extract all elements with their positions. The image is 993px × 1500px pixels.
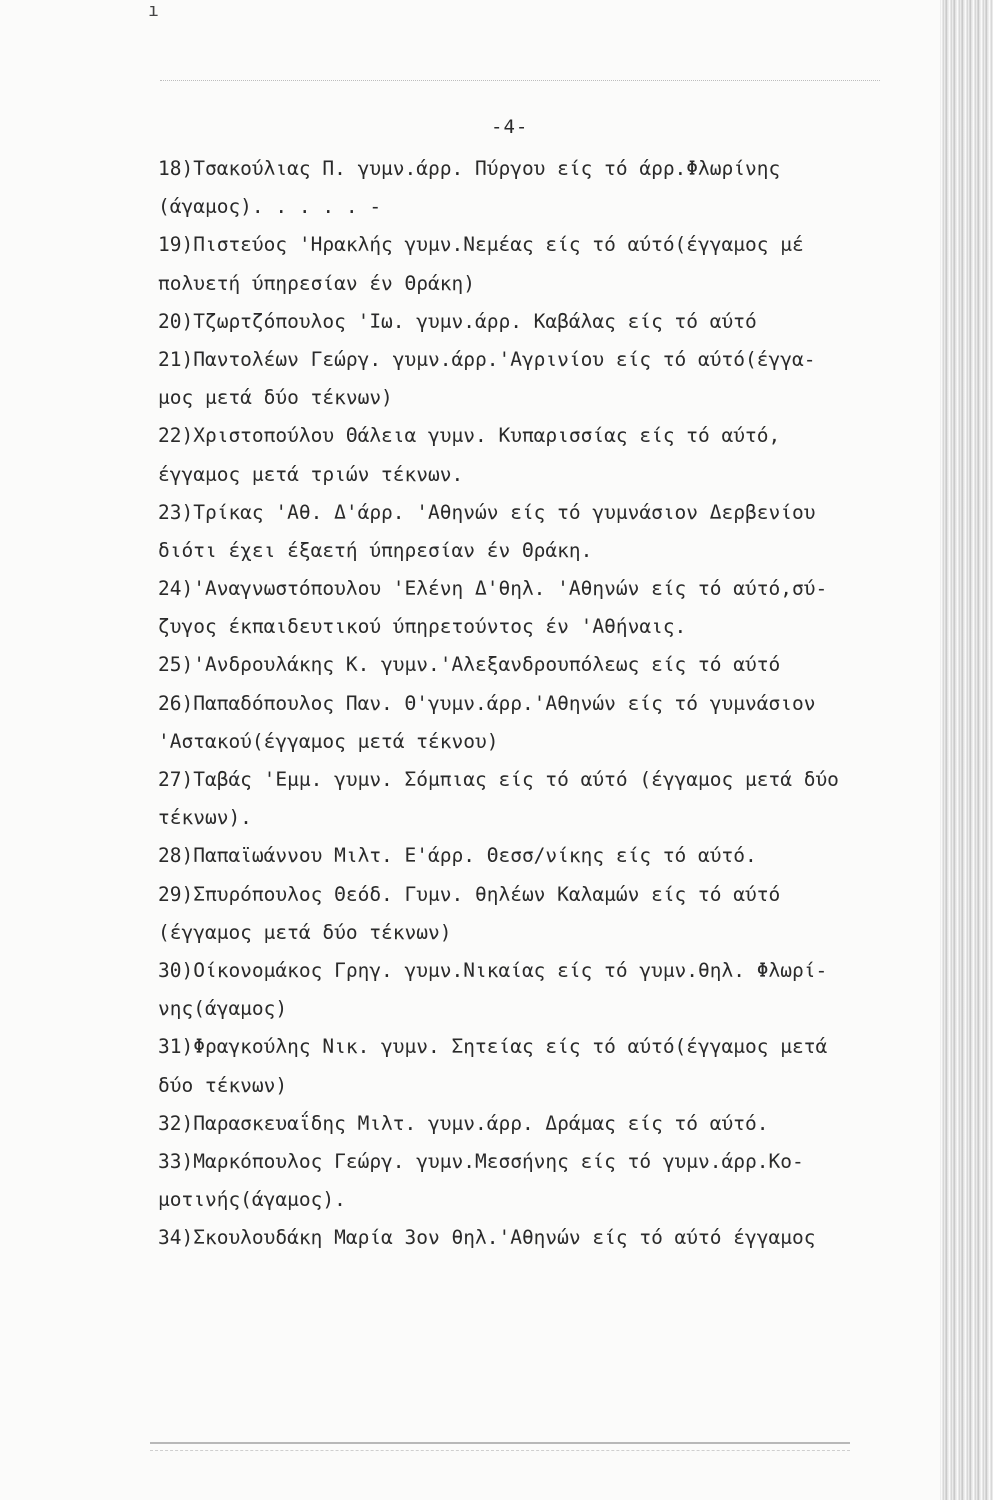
- text-line: 25)'Ανδρουλάκης Κ. γυμν.'Αλεξανδρουπόλεως είς τό αύτό: [158, 653, 781, 677]
- text-line: δύο τέκνων): [158, 1073, 288, 1097]
- text-line: 30)Οίκονομάκος Γρηγ. γυμν.Νικαίας είς τό γυμν.θηλ. Φλωρί-: [158, 958, 828, 982]
- text-line: ζυγος έκπαιδευτικού ύπηρετούντος έν 'Αθήναις.: [158, 615, 687, 639]
- text-line: έγγαμος μετά τριών τέκνων.: [158, 462, 464, 486]
- text-line: πολυετή ύπηρεσίαν έν Θράκη): [158, 271, 475, 295]
- text-line: 31)Φραγκούλης Νικ. γυμν. Σητείας είς τό αύτό(έγγαμος μετά: [158, 1035, 828, 1059]
- text-line: τέκνων).: [158, 806, 252, 830]
- text-line: 33)Μαρκόπουλος Γεώργ. γυμν.Μεσσήνης είς τό γυμν.άρρ.Κο-: [158, 1149, 804, 1173]
- margin-mark: ı: [148, 0, 159, 21]
- text-line: μος μετά δύο τέκνων): [158, 386, 393, 410]
- text-line: 'Αστακού(έγγαμος μετά τέκνου): [158, 729, 499, 753]
- page-stack-edge: [940, 0, 993, 1500]
- text-line: διότι έχει έξαετή ύπηρεσίαν έν Θράκη.: [158, 538, 593, 562]
- text-line: 29)Σπυρόπουλος Θεόδ. Γυμν. θηλέων Καλαμών είς τό αύτό: [158, 882, 781, 906]
- text-line: 19)Πιστεύος 'Ηρακλής γυμν.Νεμέας είς τό αύτό(έγγαμος μέ: [158, 233, 804, 257]
- text-line: 28)Παπαϊωάννου Μιλτ. Ε'άρρ. Θεσσ/νίκης είς τό αύτό.: [158, 844, 757, 868]
- text-line: 32)Παρασκευαΐδης Μιλτ. γυμν.άρρ. Δράμας είς τό αύτό.: [158, 1111, 769, 1135]
- text-line: νης(άγαμος): [158, 997, 288, 1021]
- top-divider: [160, 80, 880, 81]
- text-line: μοτινής(άγαμος).: [158, 1188, 346, 1212]
- text-line: (άγαμος). . . . . -: [158, 195, 382, 219]
- text-line: (έγγαμος μετά δύο τέκνων): [158, 920, 452, 944]
- bottom-divider-dashed: [150, 1450, 850, 1451]
- document-body: [158, 150, 938, 1257]
- text-line: 18)Τσακούλιας Π. γυμν.άρρ. Πύργου είς τό άρρ.Φλωρίνης: [158, 157, 781, 180]
- text-line: 22)Χριστοπούλου Θάλεια γυμν. Κυπαρισσίας είς τό αύτό,: [158, 424, 781, 448]
- text-line: 20)Τζωρτζόπουλος 'Ιω. γυμν.άρρ. Καβάλας είς τό αύτό: [158, 309, 757, 333]
- bottom-divider: [150, 1442, 850, 1444]
- page-number: -4-: [491, 116, 529, 138]
- text-line: 34)Σκουλουδάκη Μαρία 3ον θηλ.'Αθηνών είς τό αύτό έγγαμος: [158, 1226, 816, 1250]
- text-line: 24)'Αναγνωστόπουλου 'Ελένη Δ'θηλ. 'Αθηνών είς τό αύτό,σύ-: [158, 577, 828, 601]
- text-line: 21)Παντολέων Γεώργ. γυμν.άρρ.'Αγρινίου είς τό αύτό(έγγα-: [158, 347, 816, 371]
- text-line: 23)Τρίκας 'Αθ. Δ'άρρ. 'Αθηνών είς τό γυμνάσιον Δερβενίου: [158, 500, 816, 524]
- text-line: 27)Ταβάς 'Εμμ. γυμν. Σόμπιας είς τό αύτό (έγγαμος μετά δύο: [158, 768, 839, 791]
- text-line: 26)Παπαδόπουλος Παν. Θ'γυμν.άρρ.'Αθηνών είς τό γυμνάσιον: [158, 691, 816, 715]
